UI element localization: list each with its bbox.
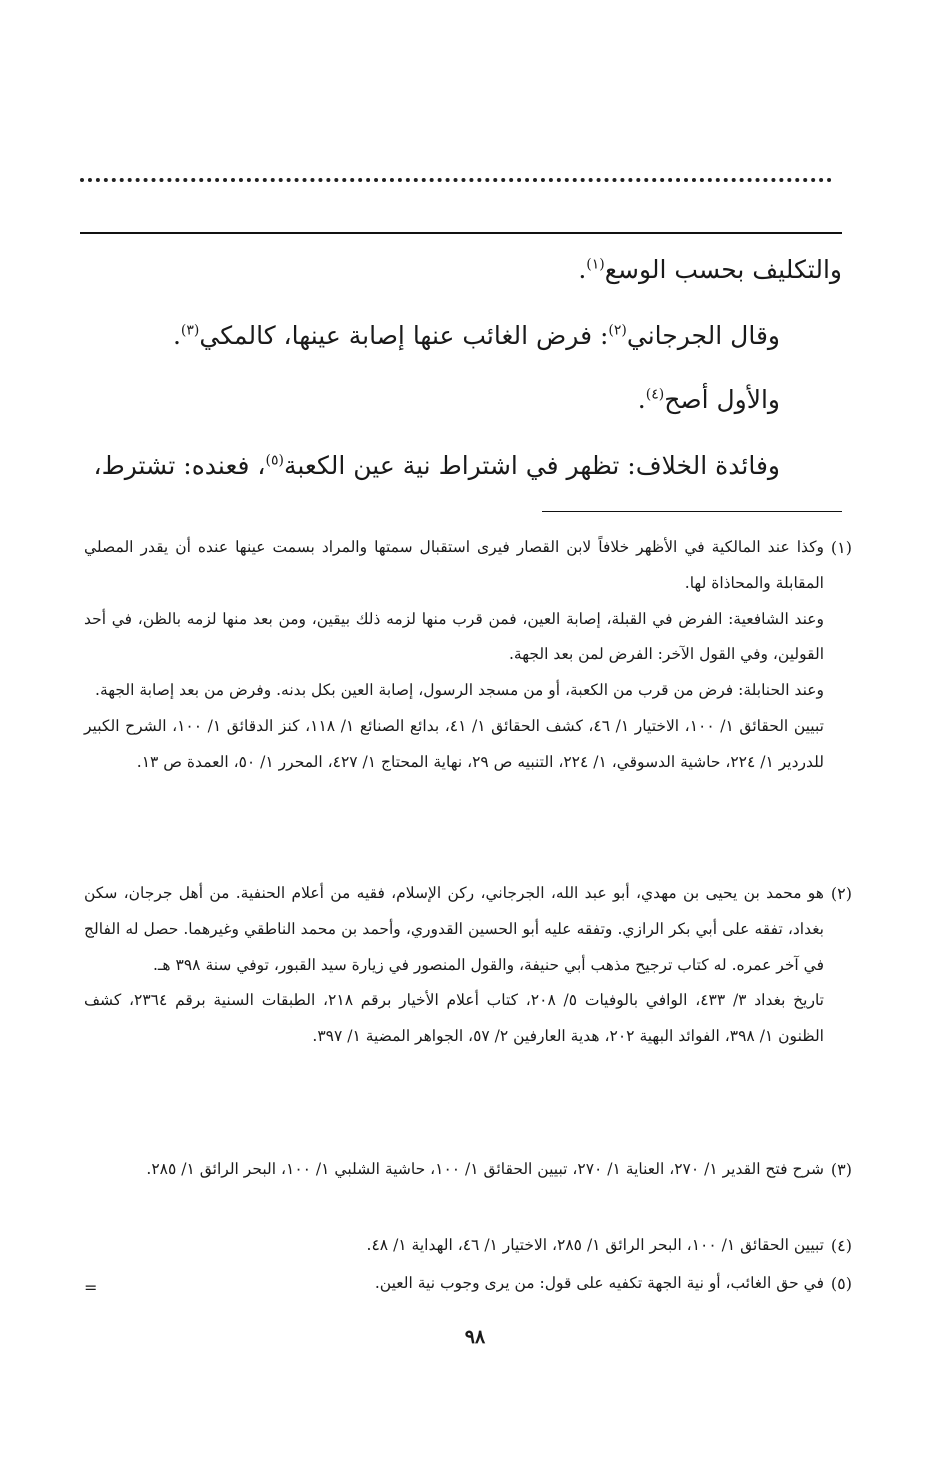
footnote-ref-5: (٥) (265, 452, 284, 469)
footnote-1-para-3: وعند الحنابلة: فرض من قرب من الكعبة، أو من مسجد الرسول، إصابة العين بكل بدنه. وفرض من بعد إصابة الجهة. (95, 681, 824, 700)
footnote-5 (84, 1266, 824, 1302)
footnote-1-para-1: وكذا عند المالكية في الأظهر خلافاً لابن القصار فيرى استقبال سمتها والمراد بسمت عينها عنده أن يقدر المصلي المقابلة والمحاذاة لها. (84, 538, 824, 592)
main-text-2b: : فرض الغائب عنها إصابة عينها، كالمكي (199, 321, 609, 350)
main-line-2 (173, 316, 780, 356)
footnote-ref-1: (١) (586, 256, 605, 273)
footnote-number-2: (٢) (830, 884, 852, 903)
footnote-2 (84, 876, 824, 1055)
dotted-separator (80, 178, 832, 182)
main-text-4b: ، فعنده: تشترط، (93, 451, 266, 480)
top-rule (80, 232, 842, 234)
footnote-ref-3: (٣) (180, 322, 200, 339)
main-text-2a: وقال الجرجاني (626, 321, 780, 350)
footnote-1 (84, 530, 824, 781)
footnote-3 (84, 1152, 824, 1188)
punctuation: . (172, 321, 181, 350)
main-text-4a: وفائدة الخلاف: تظهر في اشتراط نية عين الكعبة (283, 451, 780, 480)
footnote-1-para-2: وعند الشافعية: الفرض في القبلة، إصابة العين، فمن قرب منها لزمه ذلك بيقين، ومن بعد منها لزمه بالظن، في أحد القولين، وفي القول الآخر: الفرض لمن بعد الجهة. (84, 609, 824, 664)
page-number: ٩٨ (464, 1326, 486, 1348)
footnote-number-1: (١) (830, 538, 852, 557)
footnote-4 (84, 1228, 824, 1264)
footnote-separator (542, 511, 842, 512)
footnote-number-4: (٤) (830, 1236, 852, 1255)
main-text-3: والأول أصح (664, 385, 780, 414)
footnote-number-5: (٥) (830, 1274, 852, 1293)
footnote-1-para-4: تبيين الحقائق ١/ ١٠٠، الاختيار ١/ ٤٦، كشف الحقائق ١/ ٤١، بدائع الصنائع ١/ ١١٨، كنز الدقائق ١/ ١٠٠، الشرح الكبير للدردير ١/ ٢٢٤، حاشية الدسوقي، ١/ ٢٢٤، التنبيه ص ٢٩، نهاية المحتاج ١/ ٤٢٧، المحرر ١/ ٥٠، العمدة ص ١٣. (84, 716, 824, 771)
footnote-4-para-1: تبيين الحقائق ١/ ١٠٠، البحر الرائق ١/ ٢٨٥، الاختيار ١/ ٤٦، الهداية ١/ ٤٨. (366, 1236, 824, 1254)
punctuation: . (578, 255, 587, 284)
footnote-ref-4: (٤) (645, 386, 665, 403)
footnote-number-3: (٣) (830, 1160, 852, 1179)
footnote-3-para-1: شرح فتح القدير ١/ ٢٧٠، العناية ١/ ٢٧٠، تبيين الحقائق ١/ ١٠٠، حاشية الشلبي ١/ ١٠٠، البحر الرائق ١/ ٢٨٥. (146, 1160, 824, 1178)
footnote-2-para-2: تاريخ بغداد ٣/ ٤٣٣، الوافي بالوفيات ٥/ ٢٠٨، كتاب أعلام الأخيار برقم ٢١٨، الطبقات السنية برقم ٢٣٦٤، كشف الظنون ١/ ٣٩٨، الفوائد البهية ٢٠٢، هدية العارفين ٢/ ٥٧، الجواهر المضية ١/ ٣٩٧. (84, 991, 824, 1046)
footnote-ref-2: (٢) (608, 322, 627, 339)
main-line-3 (638, 380, 780, 420)
continuation-mark: = (84, 1278, 98, 1297)
punctuation: . (637, 385, 646, 414)
footnote-5-para-1: في حق الغائب، أو نية الجهة تكفيه على قول: من يرى وجوب نية العين. (374, 1274, 824, 1292)
main-line-4 (94, 446, 780, 486)
footnote-2-para-1: هو محمد بن يحيى بن مهدي، أبو عبد الله، الجرجاني، ركن الإسلام، فقيه من أعلام الحنفية. من أهل جرجان، سكن بغداد، تفقه على أبي بكر الرازي. وتفقه عليه أبو الحسين القدوري، وأحمد بن محمد الناطقي وغيرهما. حصل له الفالج في آخر عمره. له كتاب ترجيح مذهب أبي حنيفة، والقول المنصور في زيارة سيد القبور، توفي سنة ٣٩٨ هـ. (84, 884, 824, 974)
main-text-1: والتكليف بحسب الوسع (604, 255, 842, 284)
main-line-1 (578, 250, 842, 290)
